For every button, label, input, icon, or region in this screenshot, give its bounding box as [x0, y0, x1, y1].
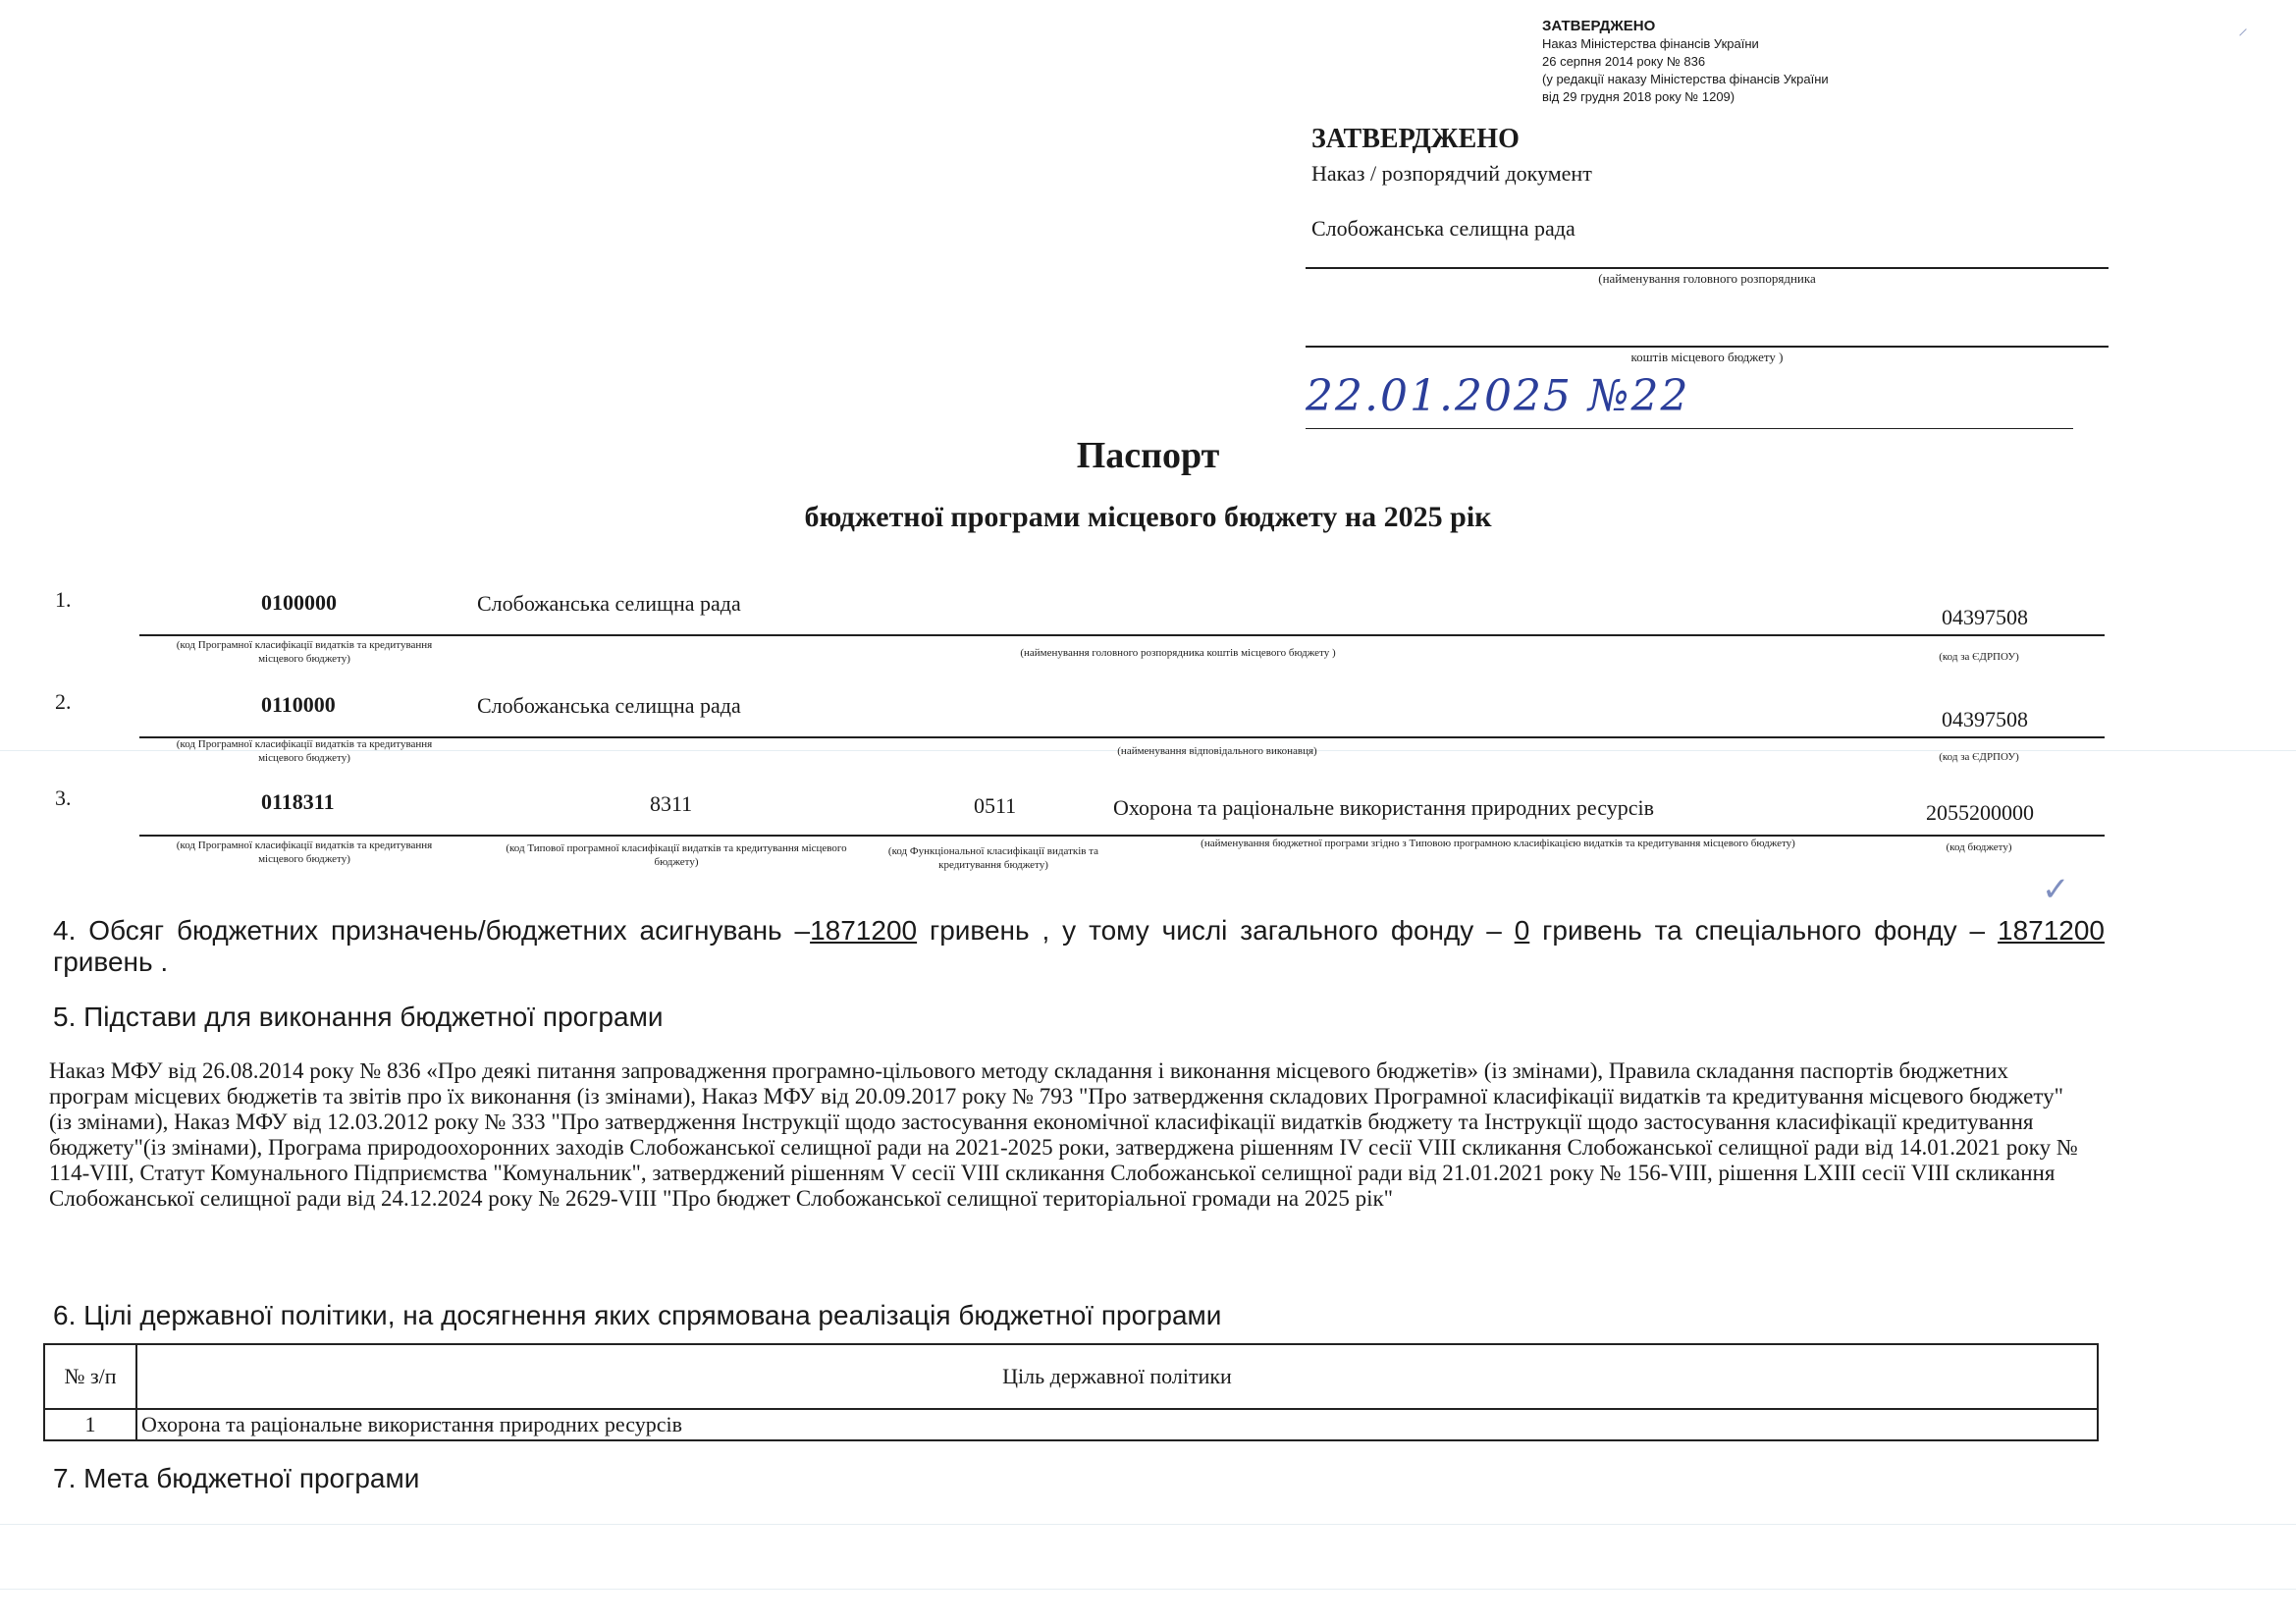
approval-org: Слобожанська селищна рада	[1311, 216, 1575, 241]
goals-table	[43, 1343, 2099, 1441]
header-cell-number: № з/п	[44, 1344, 136, 1409]
section-4-volume	[53, 913, 2105, 948]
handwritten-date-number: 22.01.2025 №22	[1306, 371, 1690, 421]
document-title: Паспорт	[1076, 435, 1220, 476]
caption-edrpou: (код за ЄДРПОУ)	[1939, 651, 2019, 663]
general-fund-amount: 0	[1514, 915, 1530, 946]
check-mark-icon: ⸝	[2238, 18, 2248, 39]
cell-number: 1	[44, 1409, 136, 1440]
program-code: 0110000	[261, 692, 336, 717]
program-code: 0100000	[261, 590, 337, 615]
handwritten-underline	[1306, 428, 2073, 429]
program-code: 0118311	[261, 789, 335, 814]
table-header-row	[44, 1344, 2098, 1409]
approval-small-line: Наказ Міністерства фінансів України	[1542, 36, 1759, 51]
approval-line	[1306, 267, 2109, 269]
approval-title: ЗАТВЕРДЖЕНО	[1311, 124, 1520, 154]
section-4-end: гривень .	[53, 947, 169, 977]
scan-artifact-line	[0, 1524, 2296, 1525]
caption-program-name: (найменування головного розпорядника коштів місцевого бюджету )	[1020, 647, 1336, 659]
caption-edrpou: (код за ЄДРПОУ)	[1939, 751, 2019, 763]
caption-functional-code: (код Функціональної класифікації видатків та кредитування бюджету)	[887, 845, 1099, 871]
section-4-text: 4. Обсяг бюджетних призначень/бюджетних асигнувань –	[53, 915, 811, 946]
caption-typical-code: (код Типової програмної класифікації видатків та кредитування місцевого бюджету)	[506, 842, 847, 868]
program-name: Слобожанська селищна рада	[477, 591, 741, 616]
special-fund-amount: 1871200	[1998, 915, 2106, 946]
scan-artifact-line	[0, 1589, 2296, 1590]
check-mark-icon: ✓	[2042, 872, 2070, 908]
approval-subtitle: Наказ / розпорядчий документ	[1311, 161, 1592, 186]
caption-executor-name: (найменування відповідального виконавця)	[1117, 745, 1317, 757]
caption-program-code: (код Програмної класифікації видатків та кредитування місцевого бюджету)	[176, 839, 433, 865]
document-subtitle: бюджетної програми місцевого бюджету на 2025 рік	[804, 501, 1492, 533]
caption-budget-code: (код бюджету)	[1946, 841, 2012, 853]
section-4-text: гривень та спеціального фонду –	[1529, 915, 1998, 946]
table-row	[44, 1409, 2098, 1440]
header-cell-goal: Ціль державної політики	[136, 1344, 2098, 1409]
cell-goal: Охорона та раціональне використання природних ресурсів	[136, 1409, 2098, 1440]
approval-small-line: (у редакції наказу Міністерства фінансів України	[1542, 72, 1829, 86]
caption-program-code: (код Програмної класифікації видатків та кредитування місцевого бюджету)	[176, 639, 433, 665]
approval-caption: коштів місцевого бюджету )	[1630, 350, 1784, 364]
row-number: 2.	[55, 689, 72, 714]
section-7-heading: 7. Мета бюджетної програми	[53, 1463, 420, 1493]
approval-small-line: 26 серпня 2014 року № 836	[1542, 54, 1706, 69]
budget-code: 2055200000	[1926, 800, 2034, 825]
section-5-heading: 5. Підстави для виконання бюджетної програми	[53, 1001, 664, 1032]
program-title: Охорона та раціональне використання природних ресурсів	[1113, 795, 1654, 820]
edrpou-code: 04397508	[1942, 605, 2028, 629]
functional-code: 0511	[974, 793, 1017, 818]
row-number: 3.	[55, 785, 72, 810]
row-underline	[139, 634, 2105, 636]
total-amount: 1871200	[810, 915, 918, 946]
typical-code: 8311	[650, 791, 693, 816]
section-4-text: гривень , у тому числі загального фонду –	[917, 915, 1515, 946]
section-5-basis-text: Наказ МФУ від 26.08.2014 року № 836 «Про деякі питання запровадження програмно-цільового методу складання і виконання місцевого бюджетів» (із змінами), Правила складання паспортів бюджетних програм місцевих бюджетів та звітів про їх виконання (із змінами), Наказ МФУ від 20.09.2017 року № 793 "Про затвердження складових Програмної класифікації видатків та кредитування місцевого бюджету" (із змінами), Наказ МФУ від 12.03.2012 року № 333 "Про затвердження Інструкції щодо застосування економічної класифікації видатків бюджету та Інструкції щодо застосування класифікації кредитування бюджету"(із змінами), Програма природоохоронних заходів Слобожанської селищної ради на 2021-2025 роки, затверджена рішенням IV сесії VIII скликання Слобожанської селищної ради від 14.01.2021 року № 114-VIII, Статут Комунального Підприємства "Комунальник", затверджений рішенням V сесії VIII скликання Слобожанської селищної ради від 21.01.2021 року № 156-VIII, рішення LXIII сесії VIII скликання Слобожанської селищної ради від 24.12.2024 року № 2629-VIII "Про бюджет Слобожанської селищної територіальної громади на 2025 рік"	[49, 1058, 2078, 1211]
approval-small-title: ЗАТВЕРДЖЕНО	[1542, 18, 1656, 34]
approval-stamp-small	[1542, 18, 1829, 106]
section-6-heading: 6. Цілі державної політики, на досягнення яких спрямована реалізація бюджетної програми	[53, 1300, 1222, 1330]
executor-name: Слобожанська селищна рада	[477, 693, 741, 718]
approval-line	[1306, 346, 2109, 348]
approval-caption: (найменування головного розпорядника	[1598, 271, 1816, 286]
edrpou-code: 04397508	[1942, 707, 2028, 731]
approval-small-line: від 29 грудня 2018 року № 1209)	[1542, 89, 1735, 104]
caption-program-code: (код Програмної класифікації видатків та кредитування місцевого бюджету)	[176, 738, 433, 764]
caption-program-title: (найменування бюджетної програми згідно з Типовою програмною класифікацією видатків та кредитування місцевого бюджету)	[1201, 838, 1795, 849]
row-number: 1.	[55, 587, 72, 612]
